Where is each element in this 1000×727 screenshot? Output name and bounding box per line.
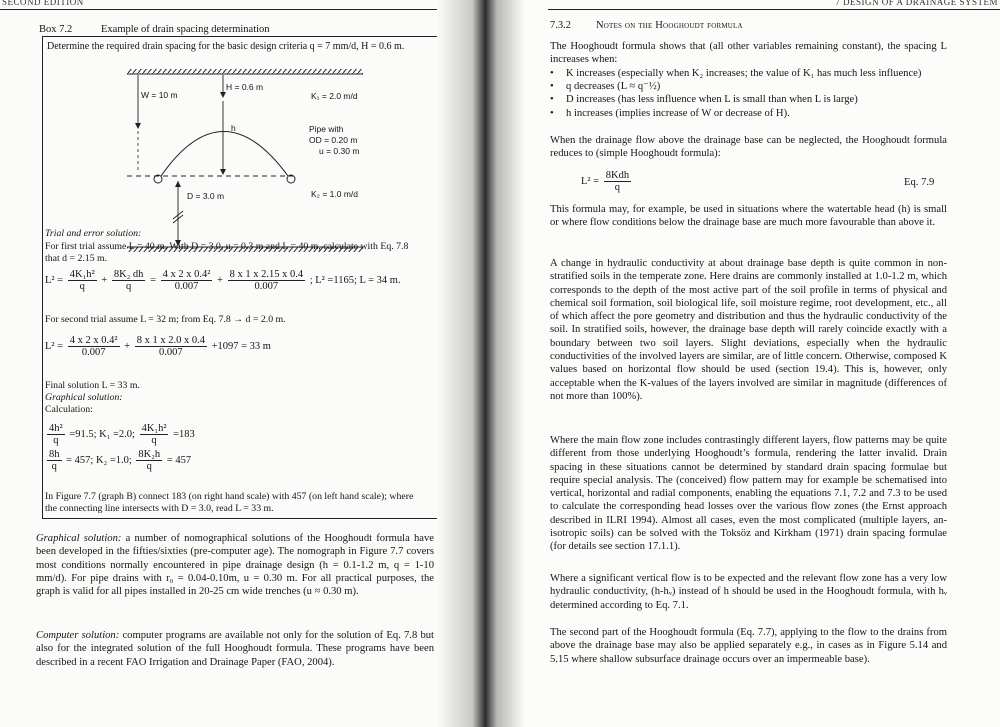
calc1-fraction-1: [47, 423, 65, 446]
diagram-h-small-label: h: [231, 123, 236, 133]
calc2-fraction-1: [47, 449, 62, 472]
eq2-f2-den: 0.007: [159, 347, 183, 358]
section-number: 7.3.2: [550, 20, 571, 31]
eq2-plus: +: [124, 340, 131, 352]
paragraph-vertical-flow: Where a significant vertical flow is to be expected and the relevant flow zone has a very low hydraulic conductivity, (h-hᵥ) instead of h should be used in the Hooghoudt formula, with hᵥ determined according to Eq. 7.1.: [550, 573, 947, 611]
final-solution: Final solution L = 33 m.: [45, 380, 140, 391]
eq1-f2-num: 8K₂ dh: [113, 269, 144, 280]
paragraph-intro: The Hooghoudt formula shows that (all other variables remaining constant), the spacing L increases when:: [550, 41, 947, 66]
eq1-lhs: L² =: [45, 274, 64, 286]
eq79-fraction: [604, 170, 631, 193]
eq1-equals: =: [150, 274, 156, 286]
equation-trial-1: [45, 269, 401, 292]
box-question: Determine the required drain spacing for the basic design criteria q = 7 mm/d, H = 0.6 m.: [47, 41, 405, 52]
second-trial: For second trial assume L = 32 m; from Eq. 7.8 → d = 2.0 m.: [45, 314, 286, 325]
calc2-fraction-2: [136, 449, 162, 472]
box-title-text: Example of drain spacing determination: [101, 24, 270, 35]
list-item: • q decreases (L ≈ q⁻½): [550, 80, 955, 93]
paragraph-computer-solution: [36, 629, 434, 669]
left-page: [0, 0, 470, 727]
figure-line-2: the connecting line intersects with D = 3.0, read L = 33 m.: [45, 503, 274, 514]
eq1-f3-num: 4 x 2 x 0.4²: [162, 269, 211, 280]
drain-diagram: [123, 61, 373, 261]
eq1-fraction-1: [68, 269, 97, 292]
diagram-od-label: OD = 0.20 m: [309, 135, 358, 145]
list-item: • K increases (especially when K₂ increases; the value of K₁ has much less influence): [550, 67, 955, 80]
increase-conditions-list: [550, 67, 955, 120]
running-head-left: SECOND EDITION: [2, 0, 84, 7]
section-heading: [550, 20, 743, 31]
list-item: • h increases (implies increase of W or decrease of H).: [550, 107, 955, 120]
eq2-fraction-2: [135, 335, 207, 358]
graphical-lead: Graphical solution:: [36, 533, 122, 544]
paragraph-graphical-solution: [36, 532, 434, 598]
eq1-f4-den: 0.007: [254, 281, 279, 292]
eq2-result: +1097 = 33 m: [211, 340, 271, 352]
eq1-plus-1: +: [101, 274, 108, 286]
diagram-h-label: H = 0.6 m: [226, 82, 264, 92]
diagram-d-label: D = 3.0 m: [187, 191, 225, 201]
eq1-fraction-3: [161, 269, 213, 292]
equation-trial-2: [45, 335, 271, 358]
eq79-num: 8Kdh: [605, 170, 630, 181]
diagram-k1-label: K₁ = 2.0 m/d: [311, 91, 358, 101]
list-item: • D increases (has less influence when L is small than when L is large): [550, 93, 955, 106]
calc2-f2-num: 8K₂h: [138, 449, 161, 460]
figure-line-1: In Figure 7.7 (graph B) connect 183 (on right hand scale) with 457 (on left hand scale); where: [45, 491, 414, 502]
paragraph-main-flow: Where the main flow zone includes contrastingly different layers, flow patterns may be quite different from those underlying Hooghoudt’s formula, rendering the latter invalid. Drain spacing in these situations cannot be determined by standard drain spacing formulae but require special analysis. The (conceived) flow pattern may for example be schematised into vertical, horizontal and radial components, enabling the equations 7.1, 7.2 and 7.3 to be used to calculate the corresponding head losses over the various flow zones (the Ernst approach described in ILRI 1994). Almost all cases, even the most complicated (multiple layers, an-isotropic soils) can be solved with the Toksöz and Kirkham (1971) drain spacing formulae (for details see section 17.1.1).: [550, 435, 947, 553]
calc1-fraction-2: [140, 423, 169, 446]
running-head-right: 7 DESIGN OF A DRAINAGE SYSTEM: [835, 0, 998, 7]
diagram-pipe-with-label: Pipe with: [309, 124, 344, 134]
trial-line-1: For first trial assume L = 40 m. With D = 3.0, u = 0.3 m and L = 40 m, calculate with Eq. 7.8: [45, 241, 409, 252]
calc2-f1-num: 8h: [49, 449, 60, 460]
eq1-f1-num: 4K₁h²: [69, 269, 95, 280]
paragraph-second-part: The second part of the Hooghoudt formula (Eq. 7.7), applying to the flow to the drains from above the drainage base may also be applied separately e.g., in cases as in Figure 5.14 and 5.15 where shallow subsurface drainage occurs over an impermeable base).: [550, 627, 947, 665]
computer-lead: Computer solution:: [36, 630, 120, 641]
paragraph-conductivity-change: A change in hydraulic conductivity at about drainage base depth is quite common in non-stratified soils in the temperate zone. Here drains are commonly installed at 1.0-1.2 m, which corresponds to the depth of the most active part of the soil profile in terms of physical and chemical soil formation, soil biological life, soil moisture regime, root development, etc., all of which affect the pore geometry and distribution and thus the hydraulic conductivity of the soil. In stratified soils, however, the drainage base depth will rarely coincide exactly with a boundary between two soil layers. Slight deviations, especially when the hydraulic conductivities of the involved layers are similar, are of little concern. Otherwise, composed K values based on horizontal flow should be used (section 19.4). This is, however, only acceptable when the K-values of the layers involved are similar in magnitude (differences of not more than 100%).: [550, 258, 947, 402]
eq1-result: ; L² =1165; L = 34 m.: [309, 274, 401, 286]
eq1-fraction-2: [112, 269, 146, 292]
calc1-f2-num: 4K₁h²: [141, 423, 167, 434]
calculation-row-2: [45, 449, 191, 472]
diagram-w-label: W = 10 m: [141, 90, 178, 100]
eq1-f4-num: 8 x 1 x 2.15 x 0.4: [229, 269, 304, 280]
eq1-f3-den: 0.007: [174, 281, 199, 292]
eq2-fraction-1: [68, 335, 120, 358]
calculation-label: Calculation:: [45, 404, 93, 415]
eq2-lhs: L² =: [45, 340, 64, 352]
header-rule-left: [0, 0, 452, 10]
header-rule-right: [548, 0, 1000, 10]
equation-7-9: [581, 170, 633, 193]
section-title: Notes on the Hooghoudt formula: [596, 20, 743, 31]
calc1-f1-num: 4h²: [49, 423, 63, 434]
right-page: [470, 0, 1000, 727]
eq79-den: q: [614, 182, 621, 193]
calc2-f1-den: q: [51, 461, 57, 472]
graphical-heading: Graphical solution:: [45, 392, 123, 403]
box-number: Box 7.2: [39, 24, 73, 35]
eq2-f2-num: 8 x 1 x 2.0 x 0.4: [136, 335, 205, 346]
calc2-f2-den: q: [146, 461, 152, 472]
calc1-result: =183: [173, 428, 195, 440]
calc2-result: = 457: [166, 454, 192, 466]
calc1-f1-den: q: [53, 435, 59, 446]
graphical-text: a number of nomographical solutions of the Hooghoudt formula have been developed in the fifties/sixties (pre-computer age). The nomograph in Figure 7.7 covers most conditions normally encountered in pipe drainage design (h = 0.1-1.2 m, q = 1-10 mm/d). For pipe drains with r₀ = 0.04-0.10m, u = 0.30 m. For all practical purposes, the graph is valid for all pipes installed in 20-25 cm wide trenches (u ≈ 0.30 m).: [36, 533, 434, 598]
eq1-f1-den: q: [79, 281, 85, 292]
eq79-lhs: L² =: [581, 175, 600, 187]
eq2-f1-num: 4 x 2 x 0.4²: [69, 335, 118, 346]
equation-7-9-label: Eq. 7.9: [904, 177, 935, 188]
calc1-f2-den: q: [151, 435, 157, 446]
computer-text: computer programs are available not only for the solution of Eq. 7.8 but also for the integrated solution of the full Hooghoudt formula. These programs have been described in a recent FAO Irrigation and Drainage Paper (FAO, 2004).: [36, 630, 434, 668]
calc1-middle: =91.5; K₁ =2.0;: [69, 428, 135, 440]
eq1-plus-2: +: [217, 274, 223, 286]
diagram-u-label: u = 0.30 m: [319, 146, 360, 156]
paragraph-reduces: When the drainage flow above the drainage base can be neglected, the Hooghoudt formula reduces to (simple Hooghoudt formula):: [550, 135, 947, 160]
calc2-middle: = 457; K₂ =1.0;: [66, 454, 132, 466]
trial-line-2: that d = 2.15 m.: [45, 253, 108, 264]
diagram-k2-label: K₂ = 1.0 m/d: [311, 189, 359, 199]
eq1-fraction-4: [228, 269, 306, 292]
paragraph-used: This formula may, for example, be used in situations where the watertable head (h) is small or where flow conditions below the drainage base are much more favourable than above it.: [550, 204, 947, 229]
trial-heading: Trial and error solution:: [45, 228, 142, 239]
eq2-f1-den: 0.007: [81, 347, 106, 358]
box-title: [39, 24, 270, 35]
example-box: [42, 36, 440, 519]
calculation-row-1: [45, 423, 195, 446]
book-gutter: [437, 0, 525, 727]
eq1-f2-den: q: [126, 281, 132, 292]
